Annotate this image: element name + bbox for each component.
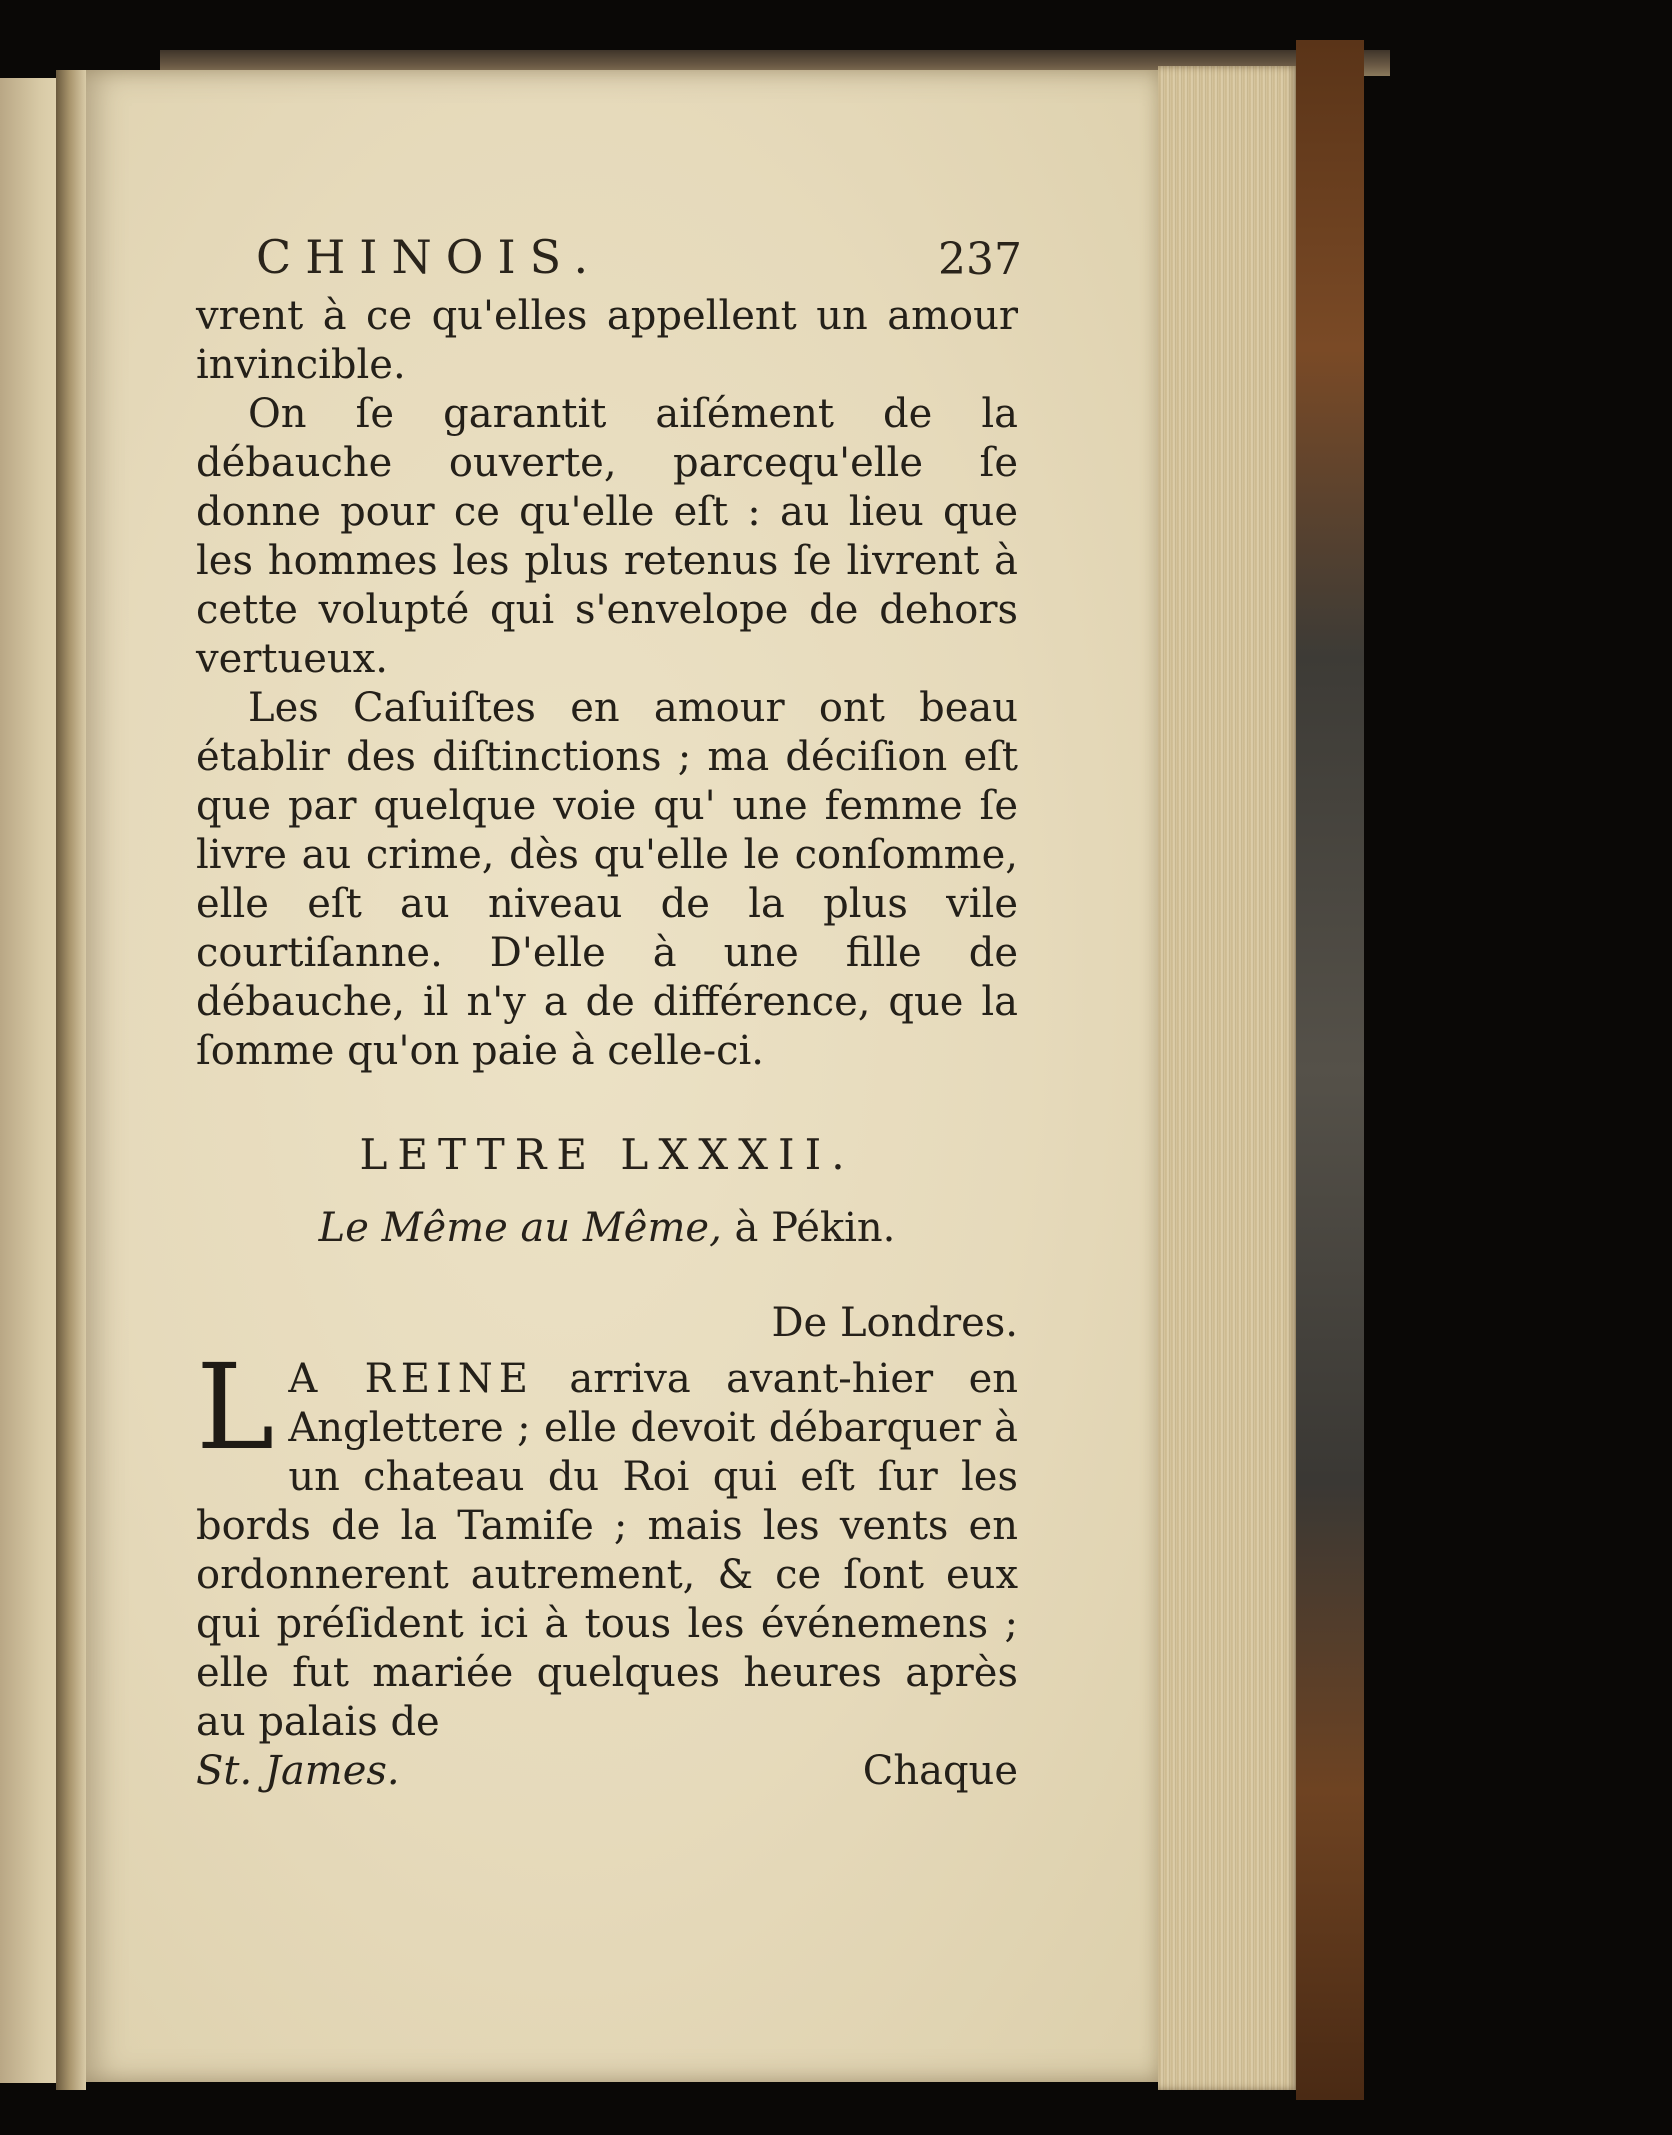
page-edges <box>1158 66 1298 2090</box>
leather-cover <box>1296 40 1364 2100</box>
letter-place: De Londres. <box>771 1300 1018 1346</box>
paragraph: Les Caſuiſtes en amour ont beau établir des diſtinctions ; ma déciſion eſt que par quelque voie qu' une femme ſe livre au crime, dès qu'elle le conſomme, elle eſt au niveau de la plus vile courtiſanne. D'elle à une fille de débauche, il n'y a de différence, que la ſomme qu'on paie à celle-ci. <box>196 685 1018 1074</box>
drop-cap: L <box>196 1338 275 1476</box>
paragraph: vrent à ce qu'elles appellent un amour invincible. <box>196 293 1018 388</box>
catchword: Chaque <box>862 1748 1018 1794</box>
letter-addressee: Le Même au Même, <box>318 1205 722 1251</box>
page-header <box>196 230 1022 290</box>
letter-subtitle <box>196 1205 1018 1251</box>
letter-body <box>196 1338 1018 1796</box>
opening-caps: A REINE <box>288 1356 534 1402</box>
letter-title: LETTRE LXXXII. <box>359 1130 855 1179</box>
gutter-shadow <box>56 70 86 2090</box>
last-line-italic: St. James. <box>196 1748 400 1794</box>
letter-destination: à Pékin. <box>734 1205 896 1251</box>
running-head: CHINOIS. <box>256 230 603 284</box>
letter-text: arriva avant-hier en Anglettere ; elle devoit débarquer à un chateau du Roi qui eſt ſur les bords de la Tamiſe ; mais les vents en ordonnerent autrement, & ce ſont eux qui préſident ici à tous les événemens ; elle fut mariée quelques heures après au palais de <box>196 1356 1018 1745</box>
page-number: 237 <box>938 234 1022 285</box>
body-text <box>196 292 1018 1076</box>
paragraph: On ſe garantit aiſément de la débauche ouverte, parcequ'elle ſe donne pour ce qu'elle eſt : au lieu que les hommes les plus retenus ſe livrent à cette volupté qui s'envelope de dehors vertueux. <box>196 391 1018 682</box>
last-line <box>196 1747 1018 1796</box>
